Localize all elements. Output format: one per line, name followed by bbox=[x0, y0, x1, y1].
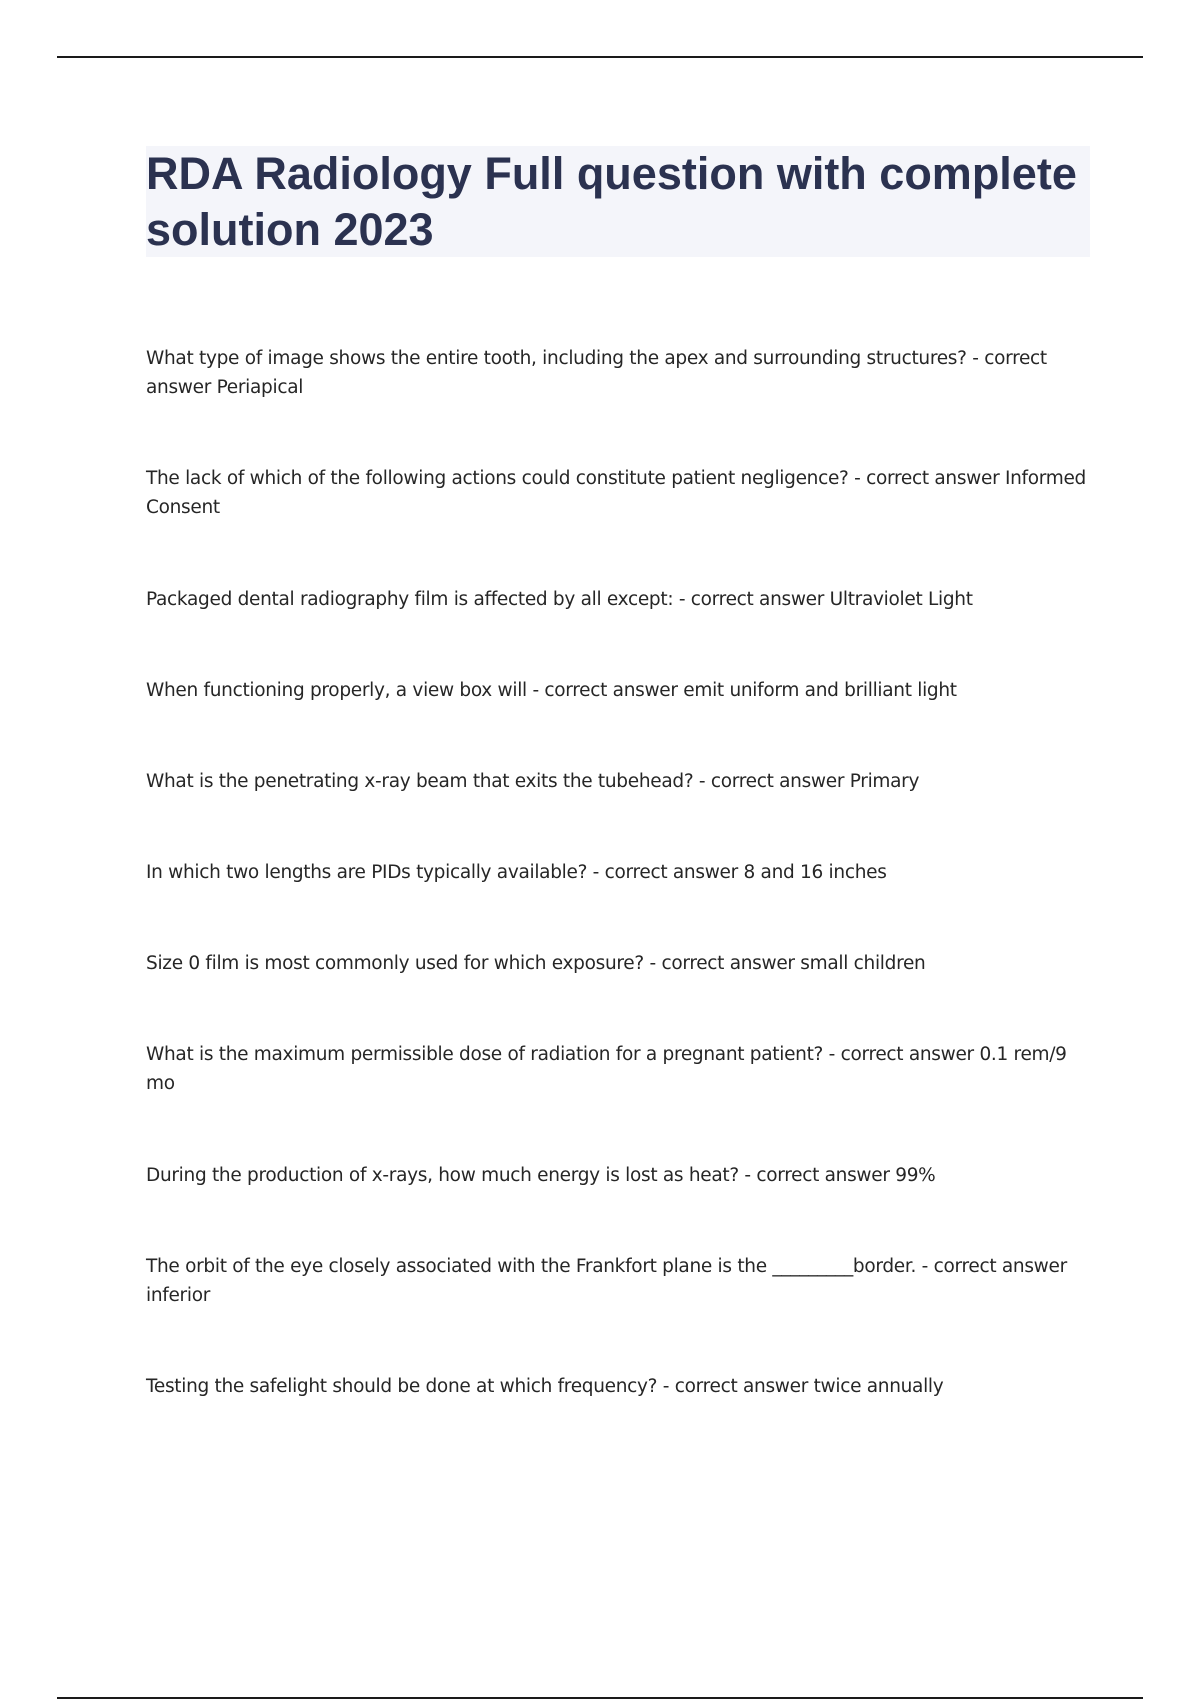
list-item: When functioning properly, a view box will - correct answer emit uniform and brilliant light bbox=[146, 680, 957, 701]
page-title: RDA Radiology Full question with complete solution 2023 bbox=[146, 148, 1077, 255]
list-item: The orbit of the eye closely associated with the Frankfort plane is the _________border. - correct answer inferior bbox=[146, 1256, 1067, 1306]
list-item: In which two lengths are PIDs typically available? - correct answer 8 and 16 inches bbox=[146, 862, 887, 883]
list-item: During the production of x-rays, how much energy is lost as heat? - correct answer 99% bbox=[146, 1165, 936, 1186]
list-item: Size 0 film is most commonly used for which exposure? - correct answer small children bbox=[146, 953, 926, 974]
list-item: Packaged dental radiography film is affected by all except: - correct answer Ultraviolet Light bbox=[146, 589, 973, 610]
list-item: The lack of which of the following actions could constitute patient negligence? - correct answer Informed Consent bbox=[146, 468, 1087, 518]
list-item: What type of image shows the entire tooth, including the apex and surrounding structures? - correct answer Periapical bbox=[146, 348, 1047, 398]
list-item: Testing the safelight should be done at which frequency? - correct answer twice annually bbox=[146, 1376, 944, 1397]
list-item: What is the penetrating x-ray beam that exits the tubehead? - correct answer Primary bbox=[146, 771, 920, 792]
list-item: What is the maximum permissible dose of radiation for a pregnant patient? - correct answer 0.1 rem/9 mo bbox=[146, 1044, 1067, 1094]
title-block bbox=[146, 146, 1090, 257]
top-rule bbox=[57, 56, 1143, 58]
bottom-rule bbox=[57, 1697, 1143, 1699]
